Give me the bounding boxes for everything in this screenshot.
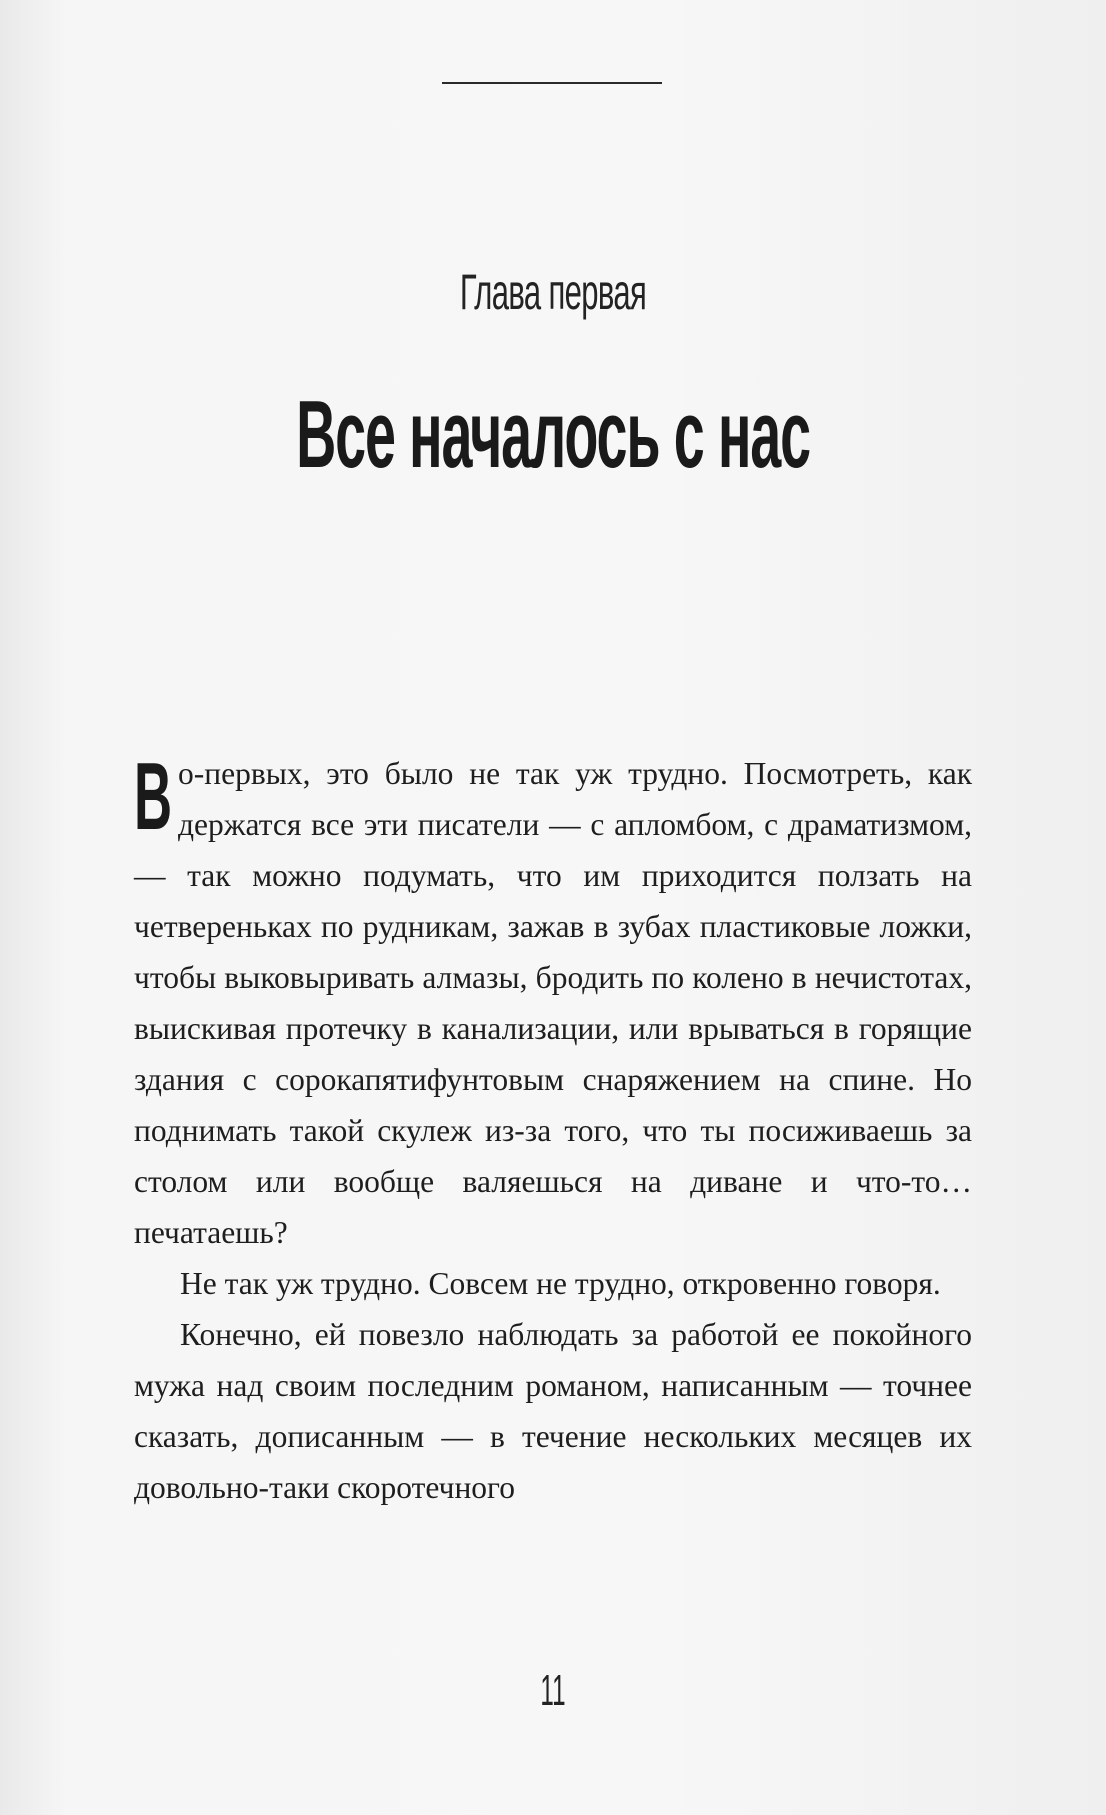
- body-text: [134, 743, 972, 1513]
- paragraph-1: [134, 743, 972, 1258]
- paragraph-3: Конечно, ей повезло наблюдать за работой ее покойного мужа над своим последним романом, написанным — точнее сказать, дописанным — в течение нескольких месяцев их довольно-таки скоротечного: [134, 1317, 972, 1505]
- page-number: 11: [540, 1666, 566, 1715]
- top-divider-rule: [442, 82, 662, 84]
- paragraph-1-text: о-первых, это было не так уж трудно. Посмотреть, как держатся все эти писатели — с апломбом, с драматизмом, — так можно подумать, что им приходится ползать на четвереньках по рудникам, зажав в зубах пластиковые ложки, чтобы выковыривать алмазы, бродить по колено в нечистотах, выискивая протечку в канализации, или врываться в горящие здания с сорокапятифунтовым снаряжением на спине. Но поднимать такой скулеж из-за того, что ты посиживаешь за столом или вообще валяешься на диване и что-то… печатаешь?: [134, 756, 972, 1250]
- chapter-title: Все началось с нас: [296, 381, 810, 488]
- drop-cap: В: [134, 743, 173, 850]
- chapter-number-heading: Глава первая: [459, 264, 647, 320]
- paragraph-2: Не так уж трудно. Совсем не трудно, откровенно говоря.: [180, 1266, 941, 1301]
